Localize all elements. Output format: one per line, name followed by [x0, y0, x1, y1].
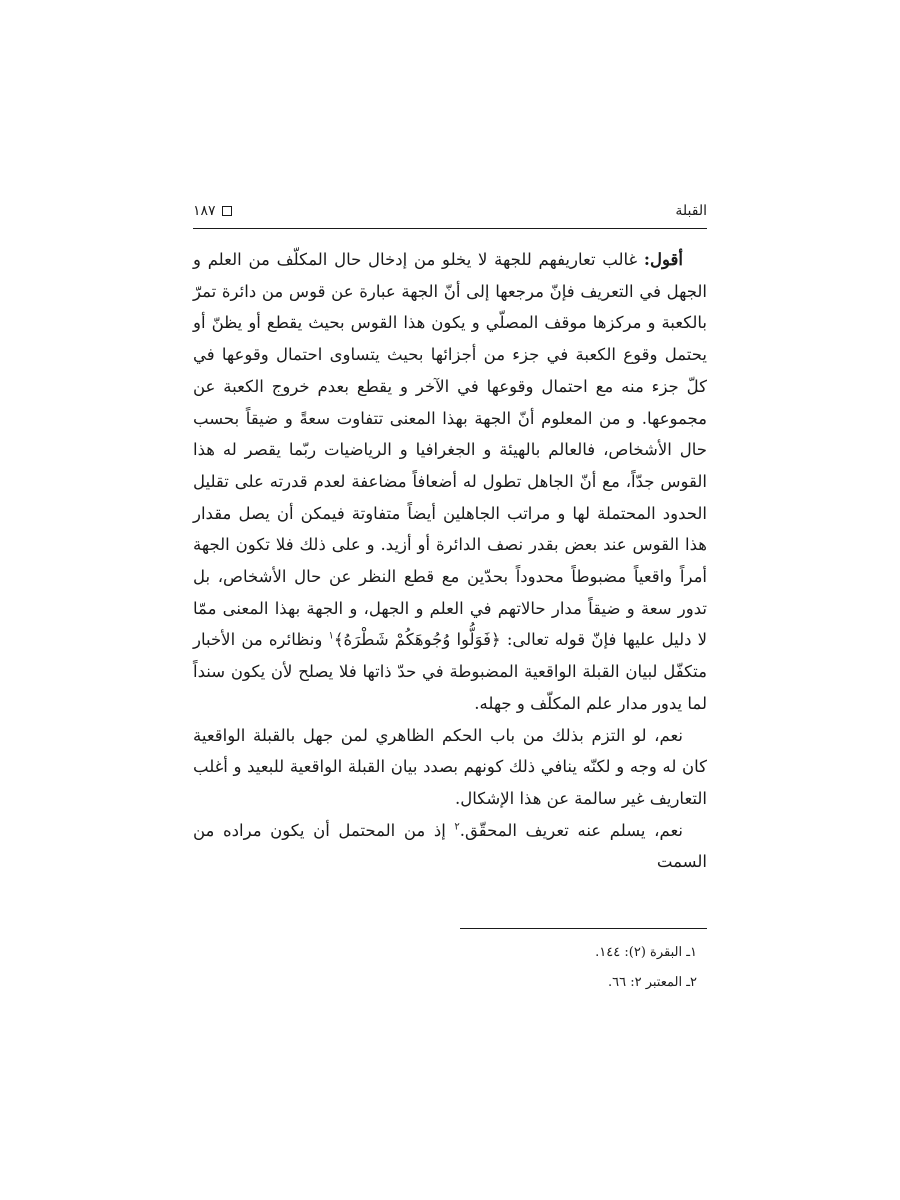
footnote-ref-2: ٢: [454, 821, 460, 833]
footnote-rule: [460, 928, 707, 929]
chapter-title: القبلة: [675, 203, 707, 219]
page-number: ١٨٧: [193, 203, 216, 219]
paragraph-2: نعم، لو التزم بذلك من باب الحكم الظاهري لمن جهل بالقبلة الواقعية كان له وجه و لكنّه ينافي ذلك كونهم بصدد بيان القبلة الواقعية للبعيد و أغلب التعاريف غير سالمة عن هذا الإشكال.: [193, 725, 707, 808]
page-number-block: [193, 203, 232, 219]
footnote: ١ـ البقرة (٢): ١٤٤.: [595, 945, 697, 960]
paragraph-text-tail: ونظائره من الأخبار متكفّل لبيان القبلة الواقعية المضبوطة في حدّ ذاتها فلا يصلح لأن يكون سنداً لما يدور مدار علم المكلّف و جهله.: [193, 630, 707, 713]
footnote: ٢ـ المعتبر ٢: ٦٦.: [607, 975, 697, 990]
paragraph-text-tail: إذ من المحتمل أن يكون مراده من السمت: [193, 820, 707, 872]
header-rule: [193, 228, 707, 229]
quran-quote: ﴿فَوَلُّوا وُجُوهَكُمْ شَطْرَهُ﴾: [333, 630, 501, 650]
paragraph-text: نعم، يسلم عنه تعريف المحقّق.: [459, 820, 683, 840]
main-text: [193, 244, 707, 878]
footnote-ref-1: ١: [328, 630, 334, 642]
paragraph-1: [193, 244, 707, 720]
running-header: [193, 197, 707, 225]
square-icon: [222, 206, 232, 216]
paragraph-text: غالب تعاريفهم للجهة لا يخلو من إدخال حال المكلّف من العلم و الجهل في التعريف فإنّ مرجعها إلى أنّ الجهة عبارة عن قوس من دائرة تمرّ بالكعبة و مركزها موقف المصلّي و يكون هذا القوس بحيث يقطع أو يظنّ أو يحتمل وقوع الكعبة في جزء من أجزائها بحيث يتساوى احتمال وقوعها في كلّ جزء منه مع احتمال وقوعها في الآخر و يقطع بعدم خروج الكعبة عن مجموعها. و من المعلوم أنّ الجهة بهذا المعنى تتفاوت سعةً و ضيقاً بحسب حال الأشخاص، فالعالم بالهيئة و الجغرافيا و الرياضيات ربّما يقصر له هذا القوس جدّاً، مع أنّ الجاهل تطول له أضعافاً مضاعفة لعدم قدرته على تقليل الحدود المحتملة لها و مراتب الجاهلين أيضاً متفاوتة فيمكن أن يصل مقدار هذا القوس عند بعض بقدر نصف الدائرة أو أزيد. و على ذلك فلا تكون الجهة أمراً واقعياً مضبوطاً محدوداً بحدّين مع قطع النظر عن حال الأشخاص، بل تدور سعة و ضيقاً مدار حالاتهم في العلم و الجهل، و الجهة بهذا المعنى ممّا لا دليل عليها فإنّ قوله تعالى:: [193, 250, 708, 650]
footnotes: [193, 938, 707, 998]
paragraph-3: [193, 815, 707, 878]
paragraph-lead: أقول:: [643, 250, 683, 269]
